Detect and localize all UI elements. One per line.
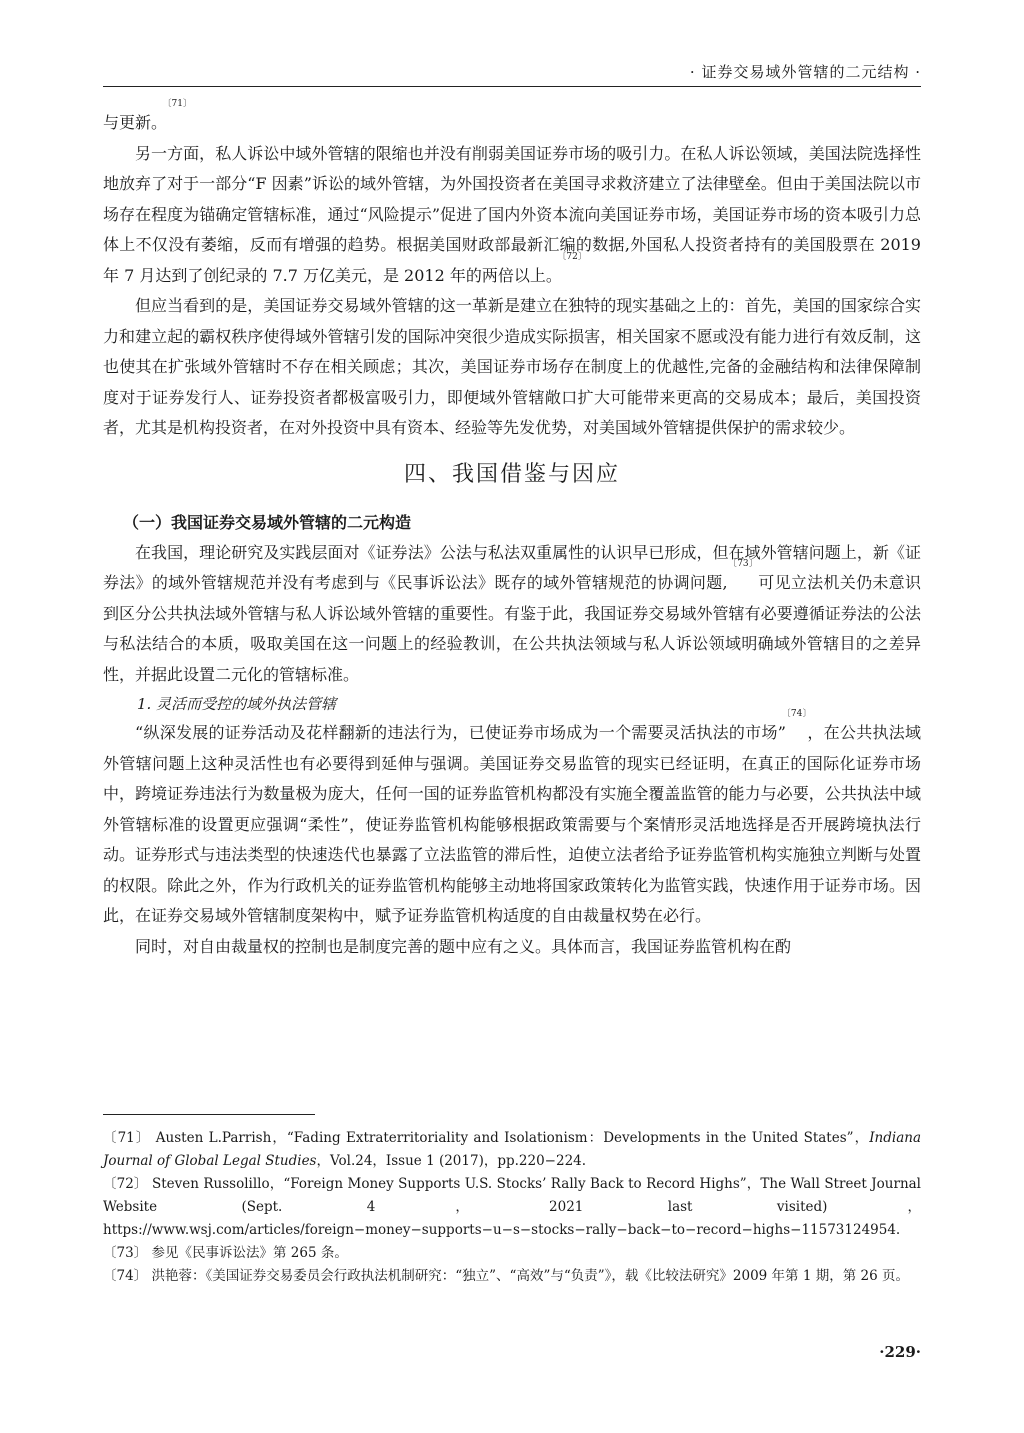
paragraph-6-text: 同时，对自由裁量权的控制也是制度完善的题中应有之义。具体而言，我国证券监管机构在酌 xyxy=(135,936,792,956)
footnote-text-tail: ，Vol.24，Issue 1 (2017)，pp.220−224. xyxy=(316,1153,587,1169)
footnote-text: 洪艳蓉：《美国证券交易委员会行政执法机制研究：“独立”、“高效”与“负责”》，载《比较法研究》2009 年第 1 期，第 26 页。 xyxy=(151,1268,909,1284)
paragraph-6 xyxy=(103,932,921,963)
running-header xyxy=(103,58,921,87)
page-number: ·229· xyxy=(879,1343,921,1361)
paragraph-5-text-b: ，在公共执法域外管辖问题上这种灵活性也有必要得到延伸与强调。美国证券交易监管的现实已经证明，在真正的国际化证券市场中，跨境证券违法行为数量极为庞大，任何一国的证券监管机构都没有实施全覆盖监管的能力与必要，公共执法中域外管辖标准的设置更应强调“柔性”，使证券监管机构能够根据政策需要与个案情形灵活地选择是否开展跨境执法行动。证券形式与违法类型的快速迭代也暴露了立法监管的滞后性，迫使立法者给予证券监管机构实施独立判断与处置的权限。除此之外，作为行政机关的证券监管机构能够主动地将国家政策转化为监管实践，快速作用于证券市场。因此，在证券交易域外管辖制度架构中，赋予证券监管机构适度的自由裁量权势在必行。 xyxy=(103,723,921,925)
footnote-text: 参见《民事诉讼法》第 265 条。 xyxy=(151,1245,348,1261)
paragraph-3-text: 但应当看到的是，美国证券交易域外管辖的这一革新是建立在独特的现实基础之上的：首先，美国的国家综合实力和建立起的霸权秩序使得域外管辖引发的国际冲突很少造成实际损害，相关国家不愿或没有能力进行有效反制，这也使其在扩张域外管辖时不存在相关顾虑；其次，美国证券市场存在制度上的优越性,完备的金融结构和法律保障制度对于证券发行人、证券投资者都极富吸引力，即便域外管辖敞口扩大可能带来更高的交易成本；最后，美国投资者，尤其是机构投资者，在对外投资中具有资本、经验等先发优势，对美国域外管辖提供保护的需求较少。 xyxy=(103,296,921,437)
footnote-71 xyxy=(103,1127,921,1173)
section-title: 四、我国借鉴与因应 xyxy=(403,461,620,487)
footnote-ref-71[interactable]: 〔71〕 xyxy=(167,99,192,109)
subsection-title: （一）我国证券交易域外管辖的二元构造 xyxy=(123,512,412,532)
footnote-number: 〔74〕 xyxy=(103,1268,148,1284)
footnote-number: 〔73〕 xyxy=(103,1245,148,1261)
footnote-journal-title: Indiana Journal of Global Legal Studies xyxy=(103,1130,921,1169)
paragraph-2-text: 另一方面，私人诉讼中域外管辖的限缩也并没有削弱美国证券市场的吸引力。在私人诉讼领域，美国法院选择性地放弃了对于一部分“F 因素”诉讼的域外管辖，为外国投资者在美国寻求救济建立了法律壁垒。但由于美国法院以市场存在程度为锚确定管辖标准，通过“风险提示”促进了国内外资本流向美国证券市场，美国证券市场的资本吸引力总体上不仅没有萎缩，反而有增强的趋势。根据美国财政部最新汇编的数据,外国私人投资者持有的美国股票在 2019 年 7 月达到了创纪录的 7.7 万亿美元，是 2012 年的两倍以上。 xyxy=(103,143,921,285)
footnote-number: 〔71〕 xyxy=(103,1130,151,1146)
paragraph-5-text-a: “纵深发展的证券活动及花样翻新的违法行为，已使证券市场成为一个需要灵活执法的市场” xyxy=(135,723,786,742)
paragraph-5 xyxy=(103,709,921,932)
paragraph-4-text-a: 在我国，理论研究及实践层面对《证券法》公法与私法双重属性的认识早已形成，但在域外管辖问题上，新《证券法》的域外管辖规范并没有考虑到与《民事诉讼法》既存的域外管辖规范的协调问题, xyxy=(103,542,921,592)
item-title: 1. 灵活而受控的域外执法管辖 xyxy=(137,695,337,713)
footnote-ref-74[interactable]: 〔74〕 xyxy=(785,709,808,719)
paragraph-1 xyxy=(103,99,921,139)
paragraph-1-text: 与更新。 xyxy=(103,113,168,132)
footnote-divider xyxy=(103,1114,315,1115)
running-title: · 证券交易域外管辖的二元结构 · xyxy=(689,63,921,81)
footnote-ref-73[interactable]: 〔73〕 xyxy=(727,559,759,569)
footnote-72 xyxy=(103,1173,921,1242)
footnote-ref-72[interactable]: 〔72〕 xyxy=(561,251,587,262)
footnote-73 xyxy=(103,1242,921,1265)
paragraph-4-text-b: 可见立法机关仍未意识到区分公共执法域外管辖与私人诉讼域外管辖的重要性。有鉴于此，我国证券交易域外管辖有必要遵循证券法的公法与私法结合的本质，吸取美国在这一问题上的经验教训，在公共执法领域与私人诉讼领域明确域外管辖目的之差异性，并据此设置二元化的管辖标准。 xyxy=(103,573,921,684)
footnote-74 xyxy=(103,1265,921,1288)
footnote-text: Austen L.Parrish，“Fading Extraterritoriality and Isolationism：Developments in the United States”， xyxy=(155,1130,870,1146)
body-text xyxy=(103,99,921,962)
paragraph-4 xyxy=(103,538,921,691)
paragraph-3 xyxy=(103,291,921,444)
paragraph-2 xyxy=(103,139,921,292)
footnotes xyxy=(103,1127,921,1288)
footnote-number: 〔72〕 xyxy=(103,1176,148,1192)
footnote-text: Steven Russolillo，“Foreign Money Supports U.S. Stocks’ Rally Back to Record Highs”，The Wall Street Journal Website (Sept. 4，2021 last visited)，https://www.wsj.com/articles/foreign−money−supports−u−s−stocks−rally−back−to−record−highs−11573124954. xyxy=(103,1176,922,1238)
